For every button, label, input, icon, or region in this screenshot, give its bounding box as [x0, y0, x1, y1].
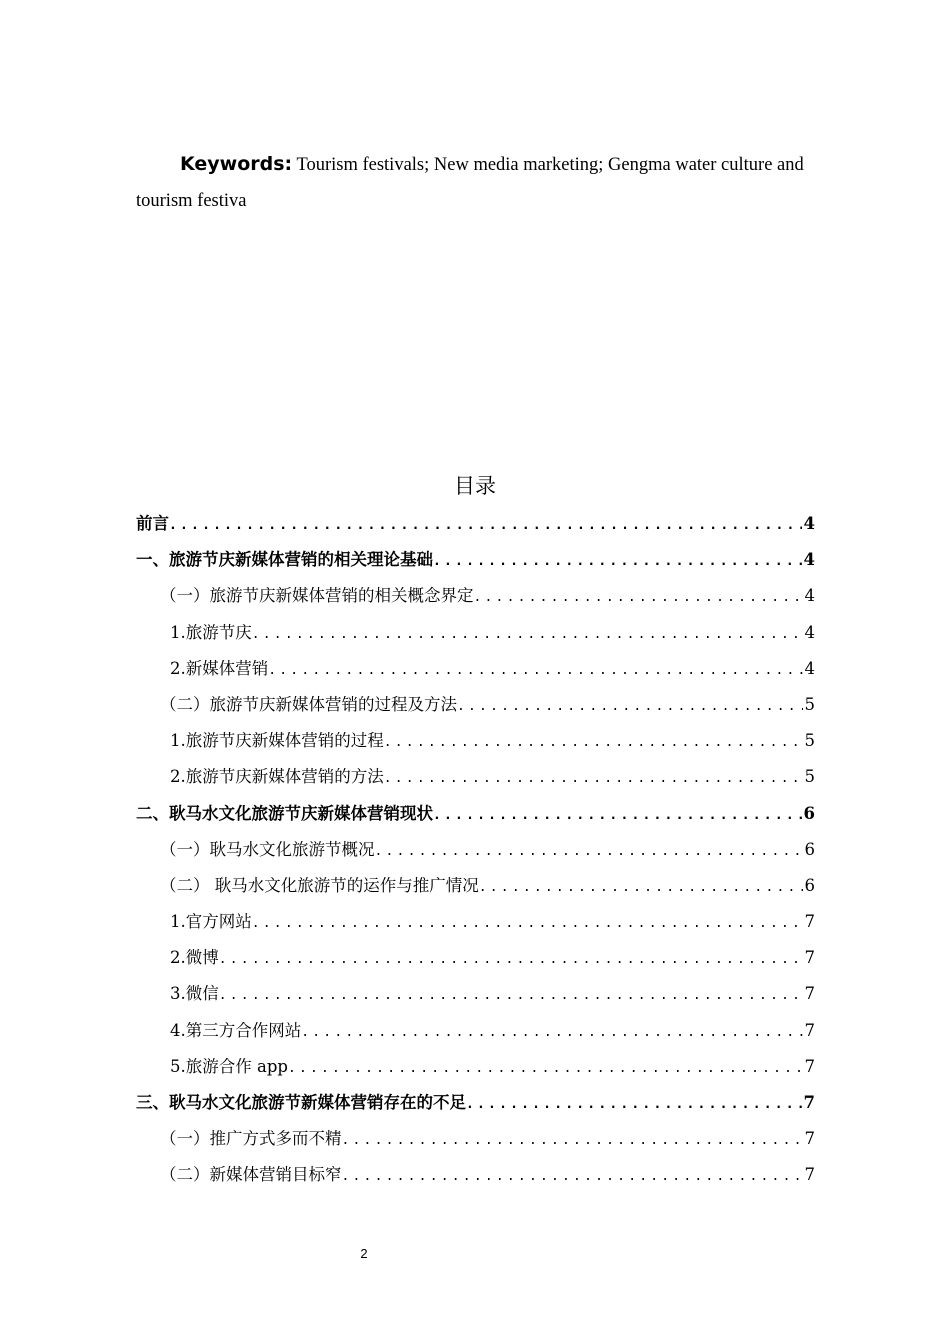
toc-dot-leader [252, 906, 803, 940]
toc-dot-leader [466, 1087, 802, 1121]
toc-entry[interactable] [136, 940, 815, 976]
toc-entry[interactable] [136, 723, 815, 759]
toc-entry-page: 6 [803, 803, 815, 823]
toc-entry-title: （二）新媒体营销目标窄 [160, 1165, 342, 1185]
toc-entry-title: 2.微博 [170, 948, 219, 968]
toc-entry-page: 6 [804, 839, 815, 859]
toc-entry-page: 7 [804, 1165, 815, 1185]
toc-entry-page: 7 [803, 1093, 815, 1112]
toc-dot-leader [268, 653, 802, 687]
toc-entry[interactable] [136, 651, 815, 687]
keywords-paragraph [136, 146, 816, 219]
toc-entry-title: 1.官方网站 [170, 912, 252, 932]
toc-entry-page: 7 [804, 912, 815, 932]
keywords-text: Tourism festivals; New media marketing; Gengma water culture and tourism festiva [136, 155, 804, 211]
toc-entry[interactable] [136, 1049, 815, 1085]
toc-entry-title: （二）旅游节庆新媒体营销的过程及方法 [160, 694, 457, 714]
toc-entry-page: 5 [804, 731, 815, 751]
toc-entry-title: （一）推广方式多而不精 [160, 1129, 342, 1149]
toc-entry-title: 前言 [136, 514, 169, 533]
toc-dot-leader [252, 617, 803, 651]
toc-dot-leader [457, 689, 803, 723]
toc-title: 目录 [454, 474, 496, 498]
toc-entry-title: 二、耿马水文化旅游节庆新媒体营销现状 [136, 803, 433, 823]
toc-entry-page: 7 [804, 1056, 815, 1076]
toc-entry[interactable] [136, 1121, 815, 1157]
toc-entry-page: 4 [804, 622, 815, 642]
toc-entry[interactable] [136, 687, 815, 723]
toc-dot-leader [384, 761, 803, 795]
toc-entry-title: （一）旅游节庆新媒体营销的相关概念界定 [160, 586, 474, 606]
toc-dot-leader [288, 1051, 803, 1085]
toc-entry[interactable] [136, 904, 815, 940]
toc-entry-page: 7 [804, 948, 815, 968]
toc-entry[interactable] [136, 578, 815, 614]
toc-dot-leader [479, 870, 803, 904]
toc-dot-leader [342, 1159, 803, 1193]
toc-entry[interactable] [136, 506, 815, 542]
page-number: 2 [360, 1246, 368, 1261]
toc-entry[interactable] [136, 868, 815, 904]
toc-entry-title: 3.微信 [170, 984, 219, 1004]
toc-entry-title: 2.旅游节庆新媒体营销的方法 [170, 767, 384, 787]
toc-entry-title: 1.旅游节庆 [170, 622, 252, 642]
toc-dot-leader [474, 580, 803, 614]
toc-entry-title: 一、旅游节庆新媒体营销的相关理论基础 [136, 550, 433, 570]
toc-entry[interactable] [136, 796, 815, 832]
table-of-contents [136, 506, 815, 1194]
toc-dot-leader [433, 798, 802, 832]
toc-entry[interactable] [136, 976, 815, 1012]
toc-entry-title: 三、耿马水文化旅游节新媒体营销存在的不足 [136, 1093, 466, 1112]
toc-entry-title: 2.新媒体营销 [170, 658, 269, 678]
toc-entry[interactable] [136, 759, 815, 795]
toc-entry[interactable] [136, 542, 815, 578]
toc-entry[interactable] [136, 1157, 815, 1193]
toc-entry-page: 4 [804, 586, 815, 606]
toc-entry-page: 5 [804, 767, 815, 787]
toc-entry-page: 7 [804, 1020, 815, 1040]
toc-entry-page: 6 [804, 875, 815, 895]
toc-entry-title: 5.旅游合作 app [170, 1056, 288, 1076]
toc-entry[interactable] [136, 615, 815, 651]
toc-dot-leader [219, 942, 803, 976]
toc-entry-title: 1.旅游节庆新媒体营销的过程 [170, 731, 384, 751]
keywords-label: Keywords: [180, 153, 293, 175]
toc-entry-title: （二） 耿马水文化旅游节的运作与推广情况 [160, 875, 479, 895]
toc-dot-leader [169, 508, 802, 542]
toc-dot-leader [384, 725, 803, 759]
toc-entry-title: （一）耿马水文化旅游节概况 [160, 839, 375, 859]
toc-dot-leader [219, 978, 803, 1012]
toc-entry[interactable] [136, 832, 815, 868]
toc-entry[interactable] [136, 1085, 815, 1121]
toc-entry-page: 4 [804, 658, 815, 678]
toc-entry[interactable] [136, 1013, 815, 1049]
toc-entry-page: 4 [803, 550, 815, 570]
toc-dot-leader [375, 834, 803, 868]
toc-dot-leader [301, 1015, 802, 1049]
toc-entry-page: 4 [803, 514, 815, 533]
toc-dot-leader [433, 544, 802, 578]
toc-entry-title: 4.第三方合作网站 [170, 1020, 302, 1040]
toc-dot-leader [342, 1123, 803, 1157]
toc-entry-page: 7 [804, 1129, 815, 1149]
toc-entry-page: 7 [804, 984, 815, 1004]
toc-entry-page: 5 [804, 694, 815, 714]
